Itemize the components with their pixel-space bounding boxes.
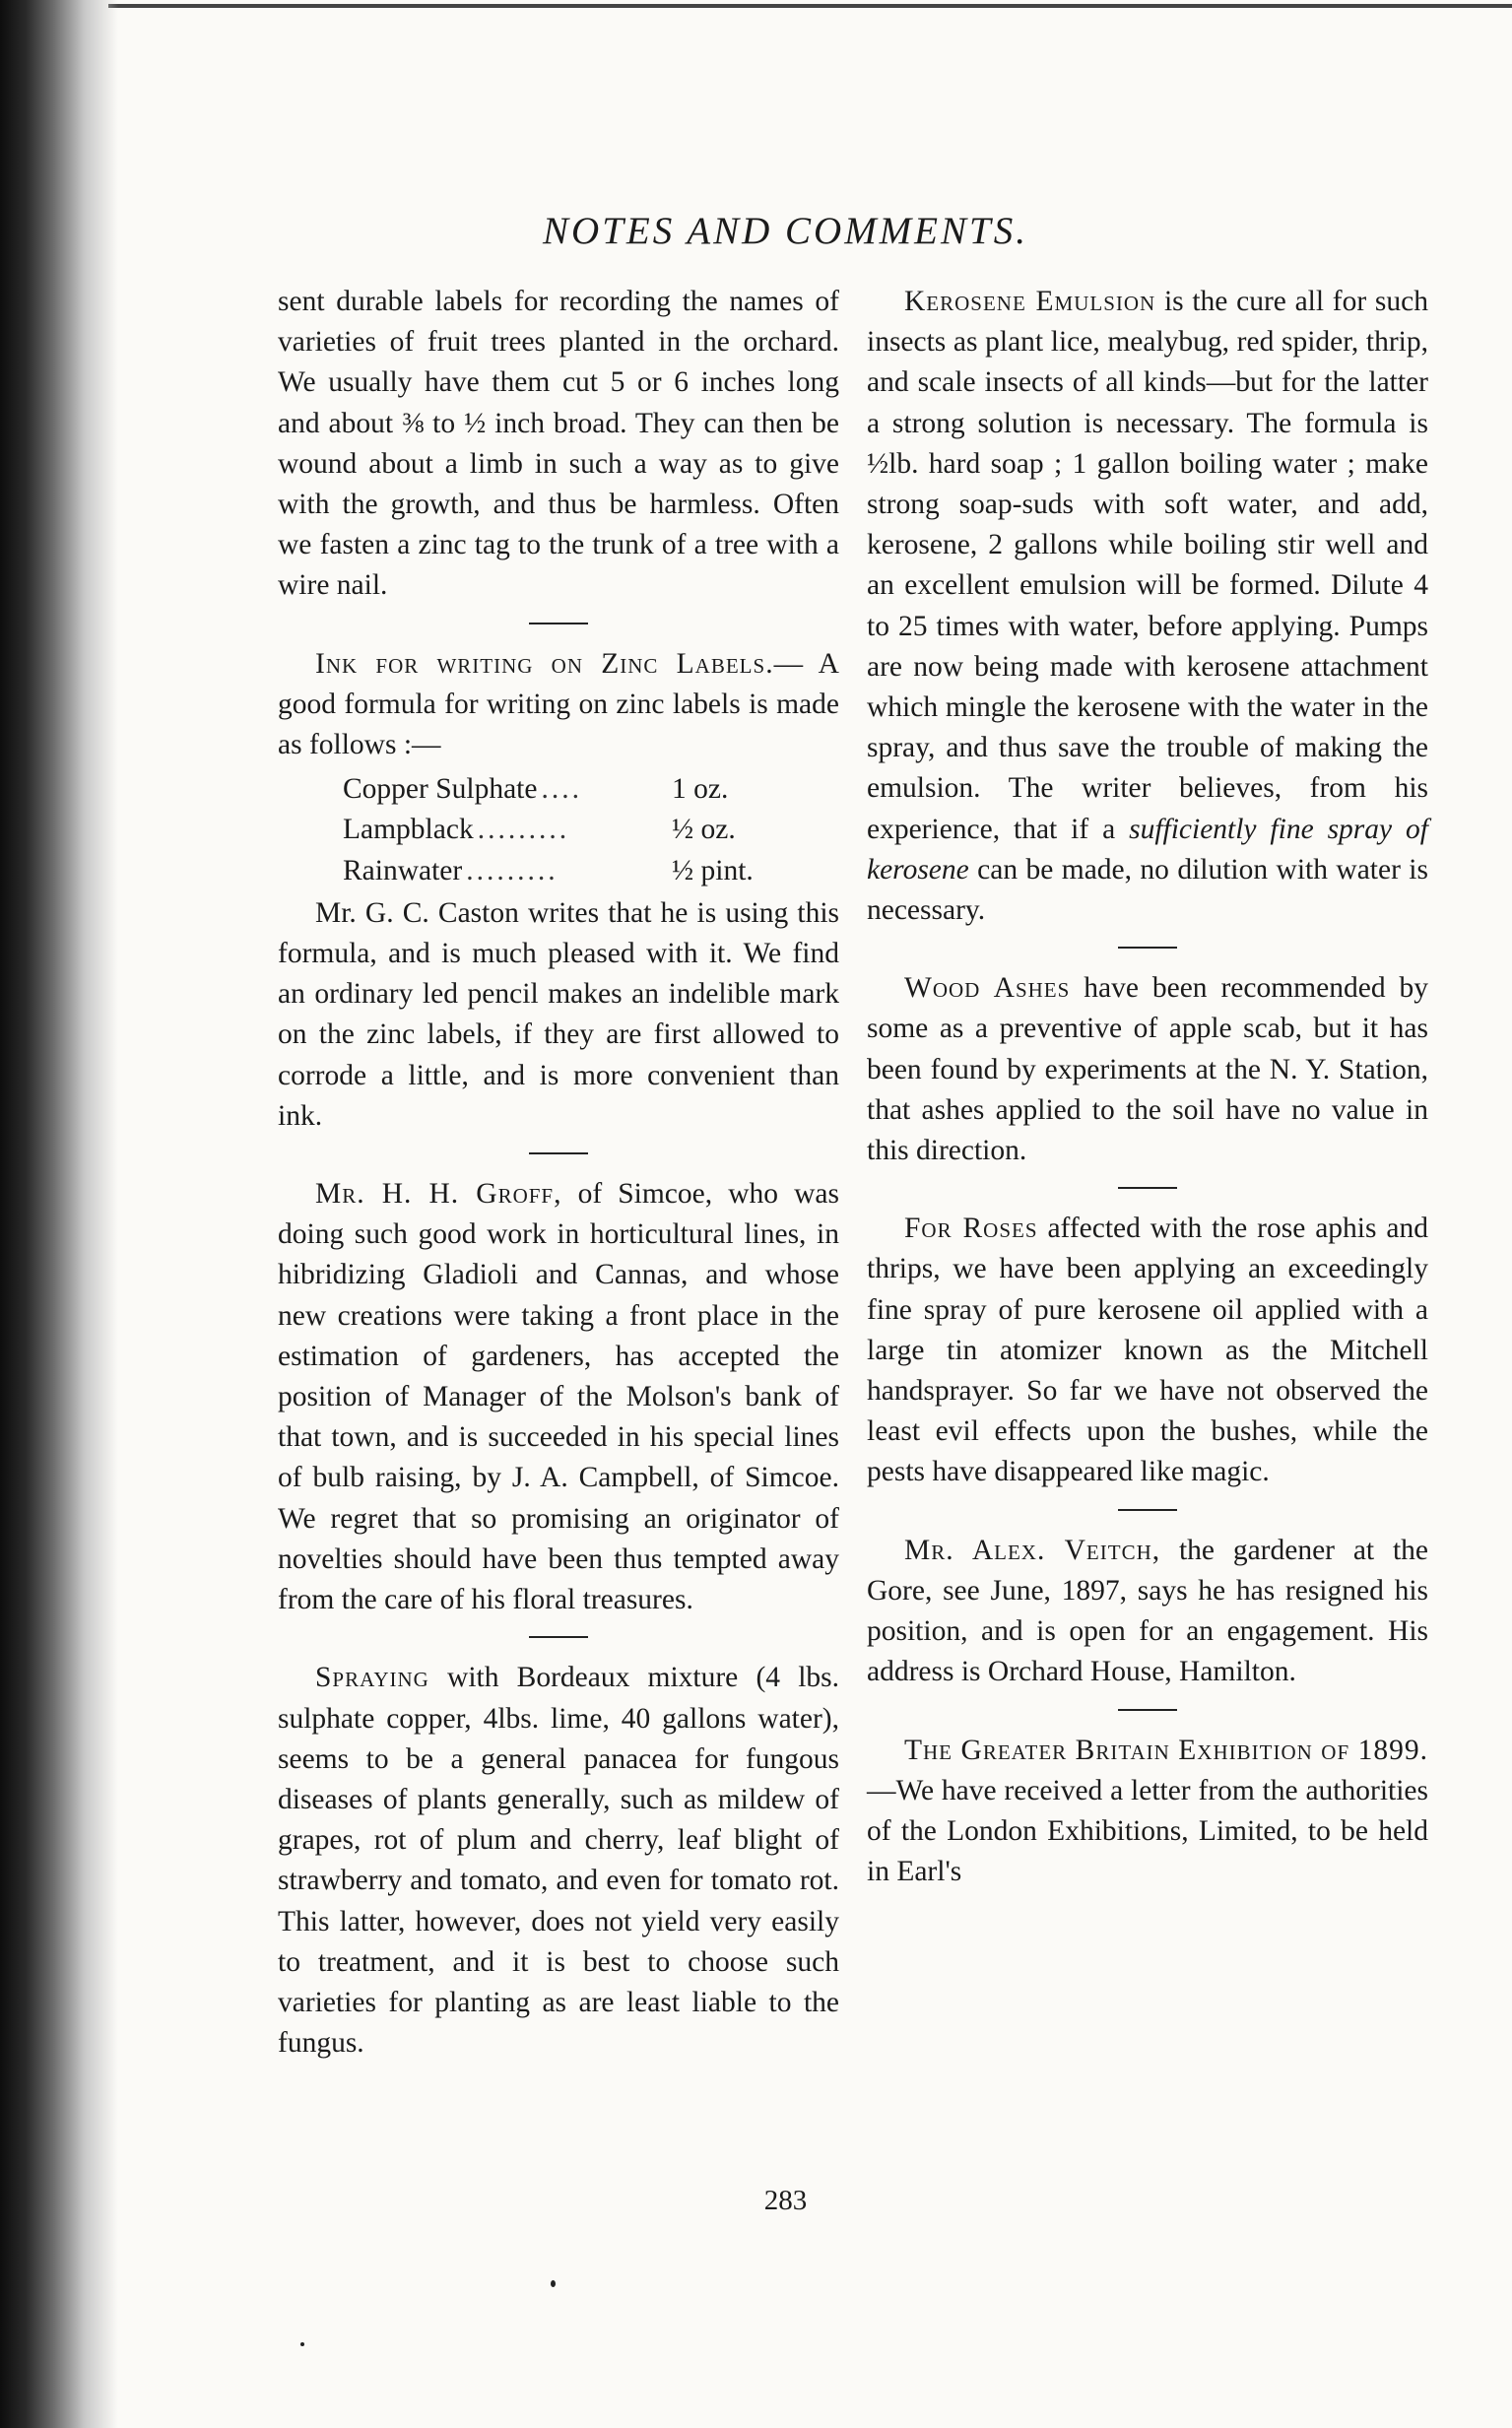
section-divider <box>1118 1709 1177 1711</box>
kerosene-body: is the cure all for such insects as plant lice, mealybug, red spider, thrip, and scale insects of all kinds—but for the latter a strong solution is necessary. The formula is ½lb. hard soap ; 1 gallon boiling water ; make strong soap-suds with soft water, and add, kerosene, 2 gallons while boiling stir well and an excellent emulsion will be formed. Dilute 4 to 25 times with water, before applying. Pumps are now being made with kerosene attachment which mingle the kerosene with the water in the spray, and thus save the trouble of making the emulsion. The writer believes, from his experience, that if a <box>867 286 1428 845</box>
section-divider <box>529 1152 588 1154</box>
section-divider <box>1118 947 1177 949</box>
formula-leader: ......... <box>466 854 559 886</box>
spraying-paragraph <box>278 1658 839 2064</box>
running-header: NOTES AND COMMENTS. <box>543 210 1028 252</box>
formula-ingredient: Lampblack <box>343 814 474 846</box>
labels-paragraph: sent durable labels for recording the names of varieties of fruit trees planted in the orchard. We usually have them cut 5 or 6 inches long and about ⅜ to ½ inch broad. They can then be wound about a limb in such a way as to give with the growth, and thus be harmless. Often we fasten a zinc tag to the trunk of a tree with a wire nail. <box>278 286 839 602</box>
formula-row <box>343 769 766 810</box>
roses-lead: For Roses <box>904 1213 1038 1245</box>
groff-paragraph <box>278 1174 839 1620</box>
ink-paragraph <box>278 644 839 766</box>
ink-formula <box>343 769 839 891</box>
formula-quantity: ½ pint. <box>672 854 754 886</box>
formula-leader: ......... <box>477 814 570 846</box>
section-divider <box>1118 1509 1177 1511</box>
top-edge-rule <box>108 4 1512 8</box>
veitch-lead: Mr. Alex. Veitch, <box>904 1534 1161 1566</box>
exhibition-body: —We have received a letter from the authorities of the London Exhibitions, Limited, to be held in Earl's <box>867 1774 1428 1888</box>
formula-quantity: ½ oz. <box>672 814 736 846</box>
exhibition-paragraph <box>867 1731 1428 1893</box>
section-divider <box>1118 1187 1177 1189</box>
ink-intro: — A good formula for writing on zinc labels is made as follows :— <box>278 647 839 761</box>
formula-ingredient: Copper Sulphate <box>343 773 538 806</box>
book-binding-shadow <box>0 0 118 2428</box>
ink-speck <box>300 2342 304 2346</box>
veitch-paragraph <box>867 1531 1428 1693</box>
veitch-body: the gardener at the Gore, see June, 1897, says he has resigned his position, and is open for an engagement. His address is Orchard House, Hamilton. <box>867 1534 1429 1688</box>
left-column <box>278 282 839 2064</box>
formula-quantity: 1 oz. <box>672 773 729 806</box>
section-divider <box>529 1636 588 1638</box>
ink-speck <box>551 2280 556 2287</box>
kerosene-body-end: can be made, no dilution with water is necessary. <box>867 853 1428 927</box>
page-number: 283 <box>763 2185 808 2216</box>
roses-body: affected with the rose aphis and thrips, we have been applying an exceedingly fine spray of pure kerosene oil applied with a large tin atomizer known as the Mitchell handsprayer. So far we have not observed the least evil effects upon the bushes, while the pests have disappeared like magic. <box>867 1213 1428 1488</box>
ashes-body: have been recommended by some as a preventive of apple scab, but it has been found by experiments at the N. Y. Station, that ashes applied to the soil have no value in this direction. <box>867 972 1429 1167</box>
ashes-paragraph <box>867 968 1428 1171</box>
formula-row <box>343 851 766 891</box>
ink-heading: Ink for writing on Zinc Labels. <box>315 647 774 680</box>
ashes-lead: Wood Ashes <box>904 972 1071 1005</box>
exhibition-lead: The Greater Britain Exhibition of 1899. <box>904 1734 1428 1766</box>
formula-ingredient: Rainwater <box>343 854 463 886</box>
caston-paragraph: Mr. G. C. Caston writes that he is using this formula, and is much pleased with it. We find an ordinary led pencil makes an indelible mark on the zinc labels, if they are first allowed to corrode a little, and is more convenient than ink. <box>278 896 839 1132</box>
formula-row <box>343 810 766 850</box>
kerosene-emphasis: sufficiently fine spray of kerosene <box>867 813 1428 886</box>
formula-leader: .... <box>541 773 582 806</box>
groff-body: of Simcoe, who was doing such good work in horticultural lines, in hibridizing Gladioli and Cannas, and whose new creations were taking a front place in the estimation of gardeners, has accepted the position of Manager of the Molson's bank of that town, and is succeeded in his special lines of bulb raising, by J. A. Campbell, of Simcoe. We regret that so promising an originator of novelties should have been thus tempted away from the care of his floral treasures. <box>278 1178 839 1616</box>
roses-paragraph <box>867 1209 1428 1492</box>
right-column <box>867 282 1428 1892</box>
section-divider <box>529 623 588 624</box>
groff-lead: Mr. H. H. Groff, <box>315 1178 562 1211</box>
spraying-lead: Spraying <box>315 1662 429 1694</box>
kerosene-lead: Kerosene Emulsion <box>904 286 1156 317</box>
spraying-body: with Bordeaux mixture (4 lbs. sulphate copper, 4lbs. lime, 40 gallons water), seems to be a general panacea for fungous diseases of plants generally, such as mildew of grapes, rot of plum and cherry, leaf blight of strawberry and tomato, and even for tomato rot. This latter, however, does not yield very easily to treatment, and it is best to choose such varieties for planting as are least liable to the fungus. <box>278 1662 839 2060</box>
kerosene-paragraph <box>867 282 1428 931</box>
